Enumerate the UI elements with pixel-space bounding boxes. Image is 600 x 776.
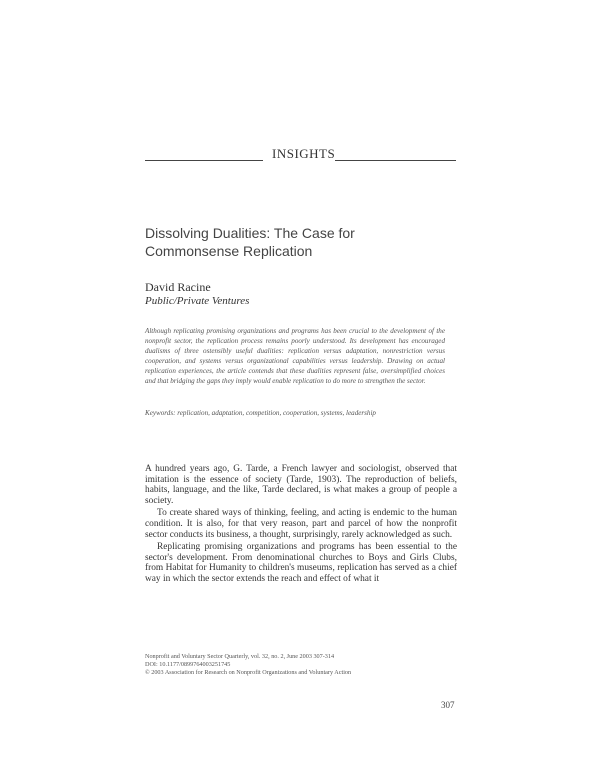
section-label: INSIGHTS — [272, 146, 336, 161]
article-body — [145, 464, 457, 587]
author-name: David Racine — [145, 280, 211, 294]
author-affiliation: Public/Private Ventures — [145, 295, 250, 307]
title-line: Commonsense Replication — [145, 243, 313, 259]
header-rule-left — [145, 160, 263, 161]
footer-citation: Nonprofit and Voluntary Sector Quarterly, vol. 32, no. 2, June 2003 307-314 — [145, 653, 335, 660]
footer-copyright: © 2003 Association for Research on Nonprofit Organizations and Voluntary Action — [145, 669, 352, 676]
body-paragraph: A hundred years ago, G. Tarde, a French lawyer and sociologist, observed that imitation is the essence of society (Tarde, 1903). The reproduction of beliefs, habits, language, and the like, Tarde declared, is what makes a group of people a society. — [145, 464, 457, 506]
header-rule-right — [335, 160, 456, 161]
body-paragraph: Replicating promising organizations and programs has been essential to the sector's development. From denominational churches to Boys and Girls Clubs, from Habitat for Humanity to children's museums, replication has served as a chief way in which the sector extends the reach and effect of what it — [145, 542, 457, 584]
article-title — [145, 224, 465, 260]
title-line: Dissolving Dualities: The Case for — [145, 225, 355, 241]
journal-footer — [145, 653, 445, 677]
page-number: 307 — [441, 700, 455, 710]
abstract: Although replicating promising organizations and programs has been crucial to the development of the nonprofit sector, the replication process remains poorly understood. Its development has encouraged dualisms of three ostensibly useful dualities: replication versus adaptation, nonrestriction versus cooperation, and systems versus organizational capabilities versus leadership. Drawing on actual replication experiences, the article contends that these dualities represent false, oversimplified choices and that bridging the gaps they imply would enable replication to do more to strengthen the sector. — [145, 327, 445, 385]
body-paragraph: To create shared ways of thinking, feeling, and acting is endemic to the human condition. It is also, for that very reason, part and parcel of how the nonprofit sector conducts its business, a thought, surprisingly, rarely acknowledged as such. — [145, 508, 457, 540]
keywords: Keywords: replication, adaptation, competition, cooperation, systems, leadership — [145, 409, 376, 417]
footer-doi: DOI: 10.1177/0899764003251745 — [145, 661, 231, 668]
